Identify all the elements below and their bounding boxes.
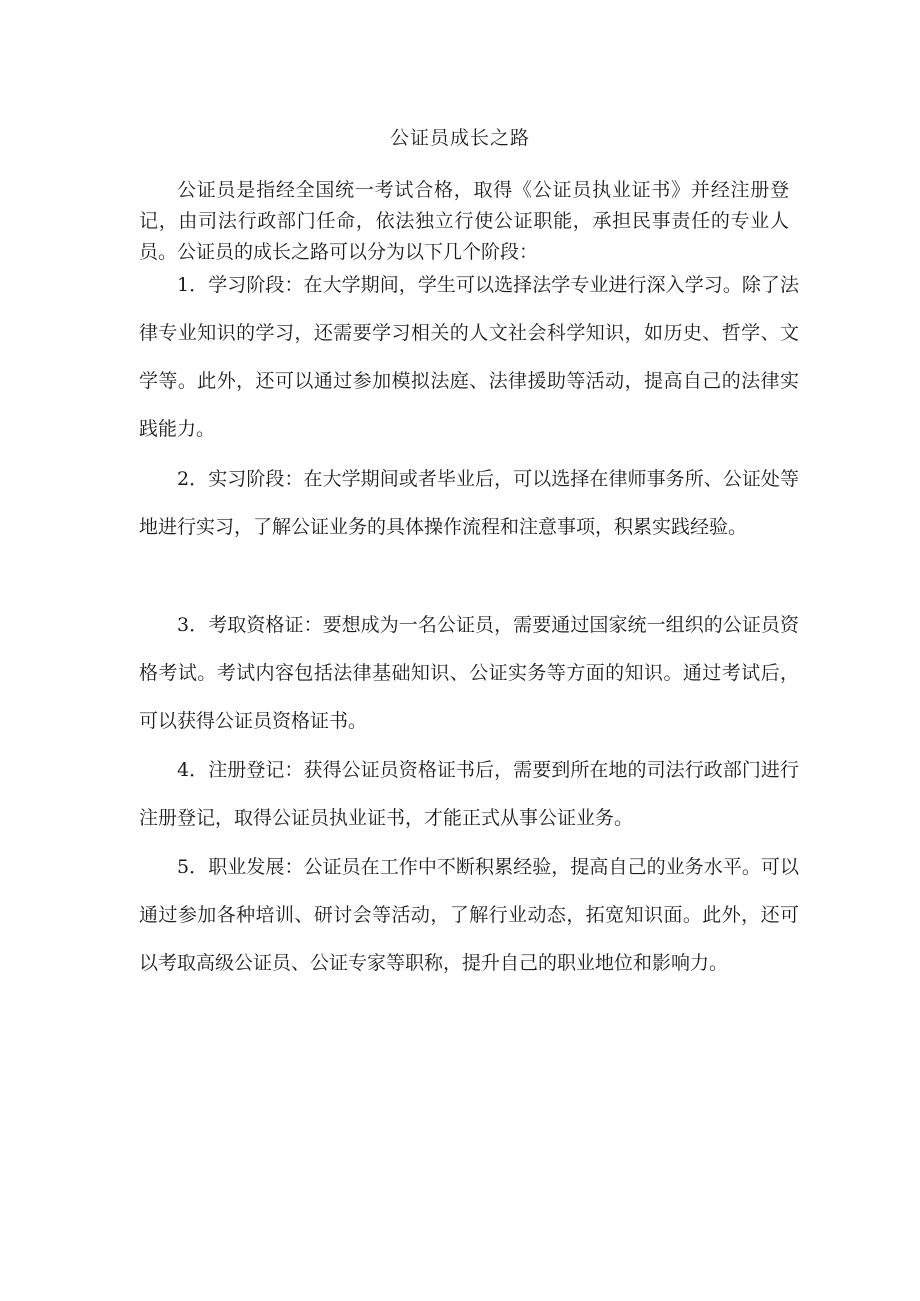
stage-paragraph-3: 3．考取资格证：要想成为一名公证员，需要通过国家统一组织的公证员资格考试。考试内容包括法律基础知识、公证实务等方面的知识。通过考试后，可以获得公证员资格证书。 [139, 614, 799, 732]
stage-paragraph-1: 1．学习阶段：在大学期间，学生可以选择法学专业进行深入学习。除了法律专业知识的学习，还需要学习相关的人文社会科学知识，如历史、哲学、文学等。此外，还可以通过参加模拟法庭、法律援助等活动，提高自己的法律实践能力。 [139, 274, 799, 440]
stage-paragraph-5: 5．职业发展：公证员在工作中不断积累经验，提高自己的业务水平。可以通过参加各种培训、研讨会等活动，了解行业动态，拓宽知识面。此外，还可以考取高级公证员、公证专家等职称，提升自己的职业地位和影响力。 [139, 856, 799, 974]
document-title: 公证员成长之路 [389, 127, 530, 149]
intro-paragraph: 公证员是指经全国统一考试合格，取得《公证员执业证书》并经注册登记，由司法行政部门任命，依法独立行使公证职能，承担民事责任的专业人员。公证员的成长之路可以分为以下几个阶段： [139, 179, 789, 263]
stage-paragraph-4: 4．注册登记：获得公证员资格证书后，需要到所在地的司法行政部门进行注册登记，取得公证员执业证书，才能正式从事公证业务。 [139, 759, 799, 829]
stage-paragraph-2: 2．实习阶段：在大学期间或者毕业后，可以选择在律师事务所、公证处等地进行实习，了解公证业务的具体操作流程和注意事项，积累实践经验。 [139, 468, 799, 538]
